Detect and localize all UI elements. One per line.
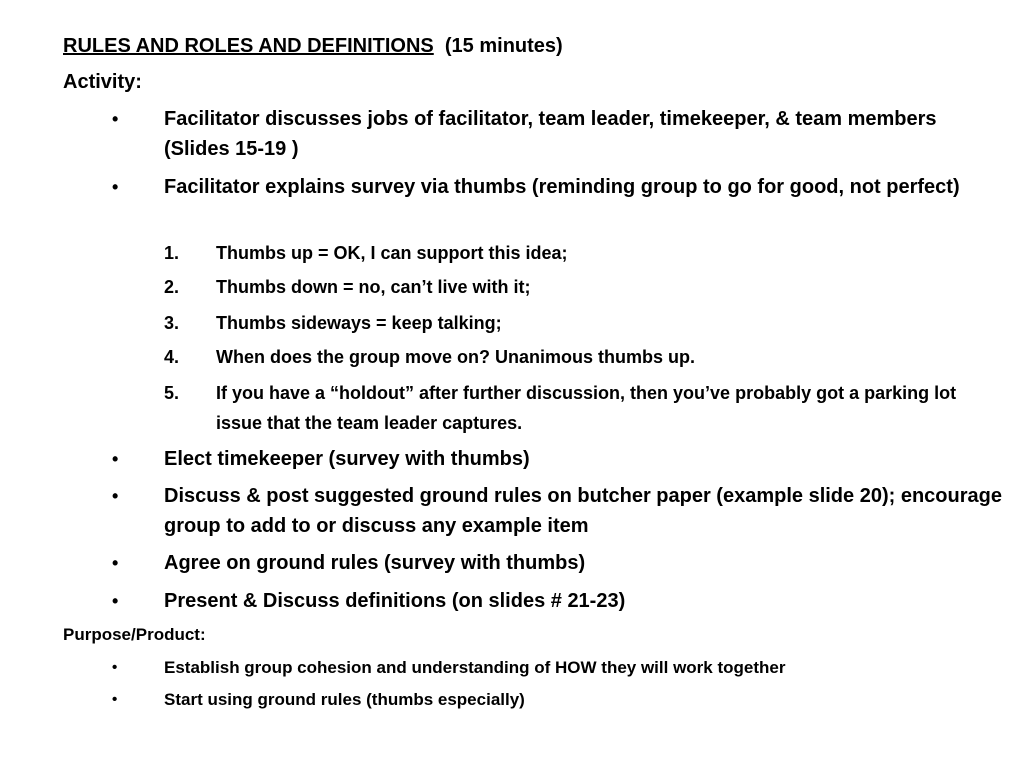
duration-label: (15 minutes): [444, 35, 563, 57]
bullet-marker: •: [112, 449, 119, 469]
step-number: 1.: [164, 243, 180, 263]
step-text: Thumbs down = no, can’t live with it;: [216, 277, 531, 297]
activity-heading: Activity:: [63, 71, 142, 93]
activity-bullet-text: Agree on ground rules (survey with thumbs): [164, 552, 586, 574]
purpose-heading: Purpose/Product:: [63, 625, 206, 644]
step-number: 5.: [164, 383, 180, 403]
activity-bullet-text: Facilitator discusses jobs of facilitator, team leader, timekeeper, & team members (Slides 15-19 ): [164, 108, 937, 160]
step-number: 3.: [164, 313, 180, 333]
activity-bullet-text: Elect timekeeper (survey with thumbs): [164, 448, 530, 470]
step-text: Thumbs up = OK, I can support this idea;: [216, 243, 568, 263]
activity-bullet-text: Present & Discuss definitions (on slides # 21-23): [164, 590, 626, 612]
step-text: If you have a “holdout” after further discussion, then you’ve probably got a parking lot issue that the team leader captures.: [216, 383, 957, 433]
bullet-marker: •: [112, 177, 119, 197]
bullet-marker: •: [112, 109, 119, 129]
purpose-bullet-text: Start using ground rules (thumbs especially): [164, 690, 525, 709]
step-text: Thumbs sideways = keep talking;: [216, 313, 502, 333]
bullet-marker: •: [112, 553, 119, 573]
purpose-bullet-text: Establish group cohesion and understanding of HOW they will work together: [164, 658, 786, 677]
step-text: When does the group move on? Unanimous thumbs up.: [216, 347, 695, 367]
bullet-marker: •: [112, 486, 119, 506]
step-number: 4.: [164, 347, 180, 367]
bullet-marker: •: [112, 591, 119, 611]
slide-title: RULES AND ROLES AND DEFINITIONS: [63, 35, 434, 57]
bullet-marker: •: [112, 659, 118, 676]
activity-bullet-text: Facilitator explains survey via thumbs (reminding group to go for good, not perfect): [164, 176, 960, 198]
bullet-marker: •: [112, 691, 118, 708]
step-number: 2.: [164, 277, 180, 297]
activity-bullet-text: Discuss & post suggested ground rules on butcher paper (example slide 20); encourage group to add to or discuss any example item: [164, 485, 1002, 537]
title-line: [63, 32, 563, 60]
